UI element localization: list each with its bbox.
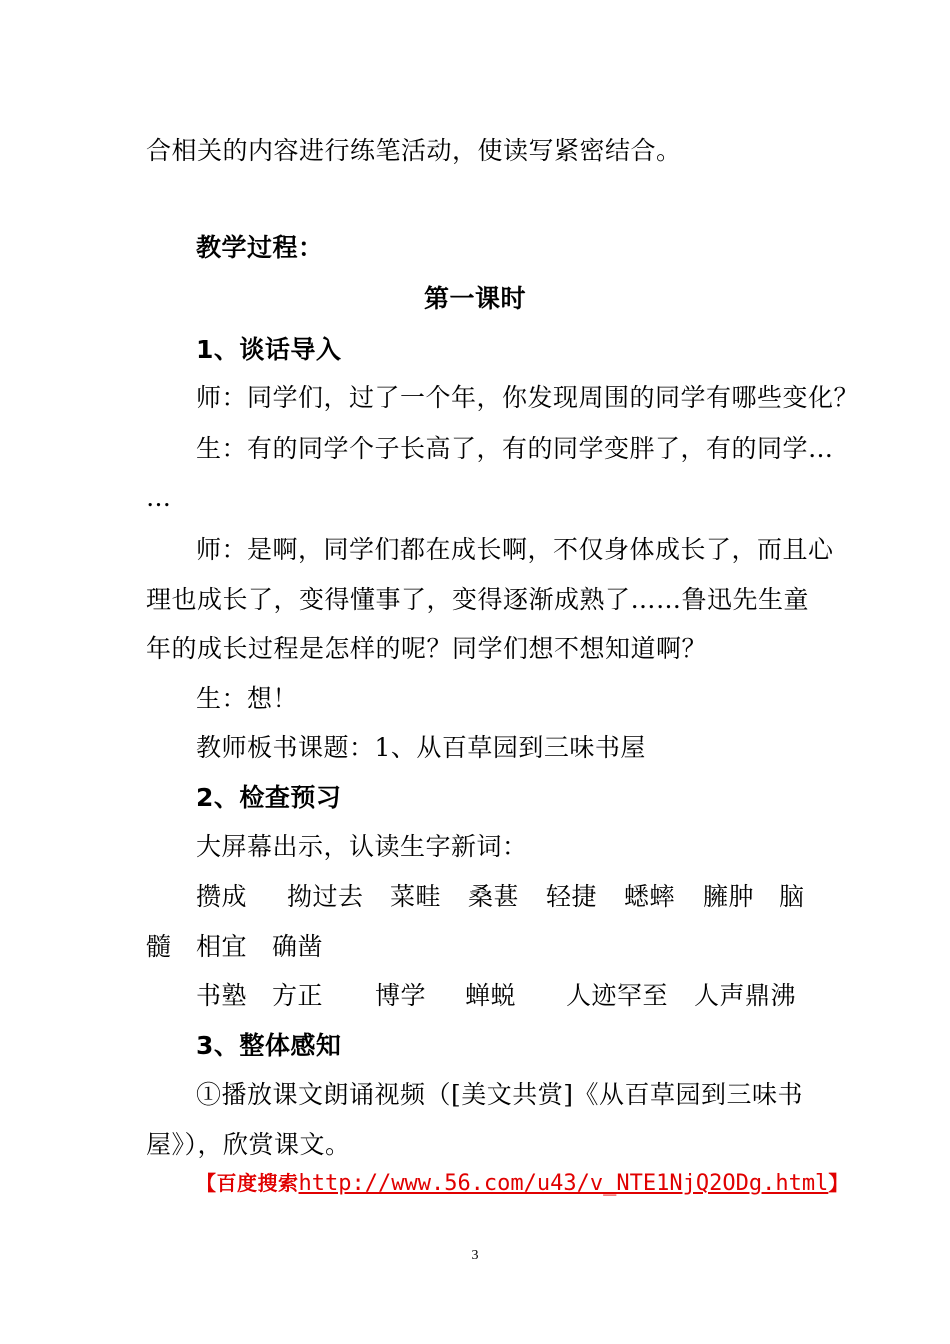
heading-first-lesson: 第一课时	[423, 284, 526, 313]
vocab-word: 方正	[272, 981, 324, 1010]
heading-section-1: 1、谈话导入	[196, 335, 342, 364]
teacher-line-2-continuation: 理也成长了，变得懂事了，变得逐渐成熟了……鲁迅先生童	[146, 585, 810, 614]
vocab-word: 确凿	[272, 932, 324, 961]
heading-teaching-process: 教学过程：	[196, 233, 324, 262]
teacher-line-1: 师：同学们，过了一个年，你发现周围的同学有哪些变化？	[196, 383, 860, 412]
board-title-line: 教师板书课题：1、从百草园到三味书屋	[196, 733, 646, 762]
heading-section-2: 2、检查预习	[196, 783, 342, 812]
vocab-word: 菜畦	[390, 882, 442, 911]
vocab-row-2	[0, 932, 950, 962]
video-link[interactable]: http://www.56.com/u43/v_NTE1NjQ2ODg.html	[298, 1171, 829, 1196]
search-label: 【百度搜索	[196, 1171, 299, 1195]
vocab-word: 攒成	[196, 882, 248, 911]
teacher-line-2-end: 年的成长过程是怎样的呢？同学们想不想知道啊？	[146, 634, 708, 663]
vocab-row-1	[0, 882, 950, 912]
vocab-word: 书塾	[196, 981, 248, 1010]
vocab-word: 桑葚	[468, 882, 520, 911]
vocab-word: 脑	[779, 882, 805, 911]
teacher-line-2: 师：是啊，同学们都在成长啊，不仅身体成长了，而且心	[196, 535, 834, 564]
heading-section-3: 3、整体感知	[196, 1031, 342, 1060]
vocab-word: 蝉蜕	[465, 981, 517, 1010]
play-video-line: ①播放课文朗诵视频（[美文共赏]《从百草园到三味书	[196, 1080, 804, 1109]
student-line-1-continuation: …	[146, 483, 172, 512]
vocab-word: 人迹罕至	[566, 981, 669, 1010]
vocab-row-3	[0, 981, 950, 1011]
student-line-2: 生：想！	[196, 684, 299, 713]
screen-display-line: 大屏幕出示，认读生字新词：	[196, 832, 528, 861]
vocab-word: 髓	[146, 932, 172, 961]
vocab-word: 轻捷	[546, 882, 598, 911]
play-video-continuation: 屋》），欣赏课文。	[146, 1130, 351, 1159]
vocab-word: 蟋蟀	[624, 882, 676, 911]
paragraph-continuation: 合相关的内容进行练笔活动，使读写紧密结合。	[146, 136, 682, 165]
vocab-word: 人声鼎沸	[694, 981, 797, 1010]
page-number: 3	[471, 1248, 479, 1263]
vocab-word: 臃肿	[703, 882, 755, 911]
vocab-word: 相宜	[196, 932, 248, 961]
vocab-word: 博学	[375, 981, 427, 1010]
baidu-search-line	[196, 1168, 849, 1199]
student-line-1: 生：有的同学个子长高了，有的同学变胖了，有的同学…	[196, 434, 834, 463]
search-bracket-close: 】	[828, 1171, 849, 1195]
vocab-word: 拗过去	[287, 882, 364, 911]
